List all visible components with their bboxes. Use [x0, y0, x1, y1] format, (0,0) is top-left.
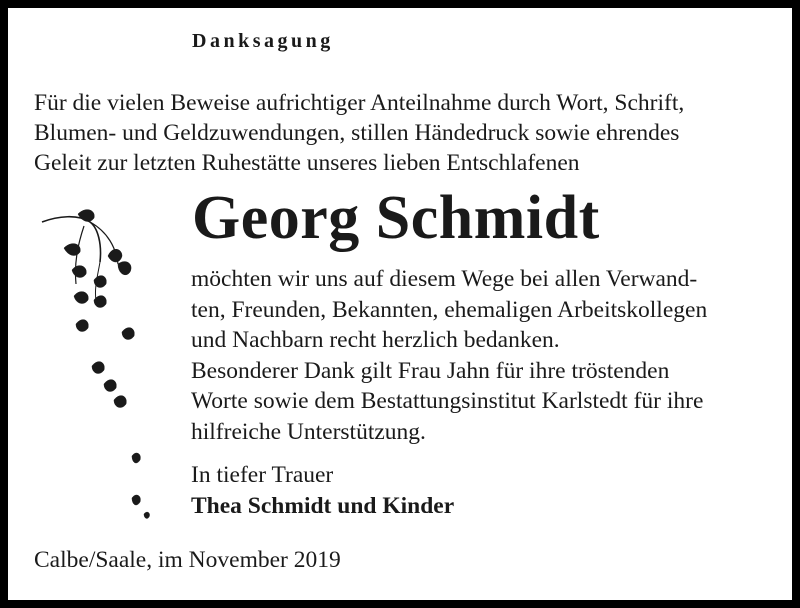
thanks-line: und Nachbarn recht herzlich bedanken.	[191, 327, 560, 353]
intro-line: Geleit zur letzten Ruhestätte unseres lieben Entschlafenen	[34, 150, 580, 176]
notice-heading: Danksagung	[192, 30, 334, 52]
thanks-line: Besonderer Dank gilt Frau Jahn für ihre tröstenden	[191, 357, 670, 384]
thanks-line: möchten wir uns auf diesem Wege bei allen Verwand-	[191, 266, 698, 292]
intro-text	[34, 88, 794, 178]
thanks-text	[191, 264, 791, 447]
thanks-line: Worte sowie dem Bestattungsinstitut Karlstedt für ihre	[191, 388, 704, 414]
place-and-date: Calbe/Saale, im November 2019	[34, 547, 341, 573]
falling-leaves-branch-icon	[38, 204, 158, 534]
thanks-line: hilfreiche Unterstützung.	[191, 418, 426, 445]
intro-line: Blumen- und Geldzuwendungen, stillen Händedruck sowie ehrendes	[34, 120, 680, 146]
deceased-name: Georg Schmidt	[192, 184, 600, 252]
signatory-name: Thea Schmidt und Kinder	[191, 493, 455, 519]
intro-line: Für die vielen Beweise aufrichtiger Anteilnahme durch Wort, Schrift,	[34, 90, 685, 116]
obituary-notice	[8, 8, 792, 600]
mourning-phrase: In tiefer Trauer	[191, 462, 334, 488]
thanks-line: ten, Freunden, Bekannten, ehemaligen Arbeitskollegen	[191, 296, 708, 323]
